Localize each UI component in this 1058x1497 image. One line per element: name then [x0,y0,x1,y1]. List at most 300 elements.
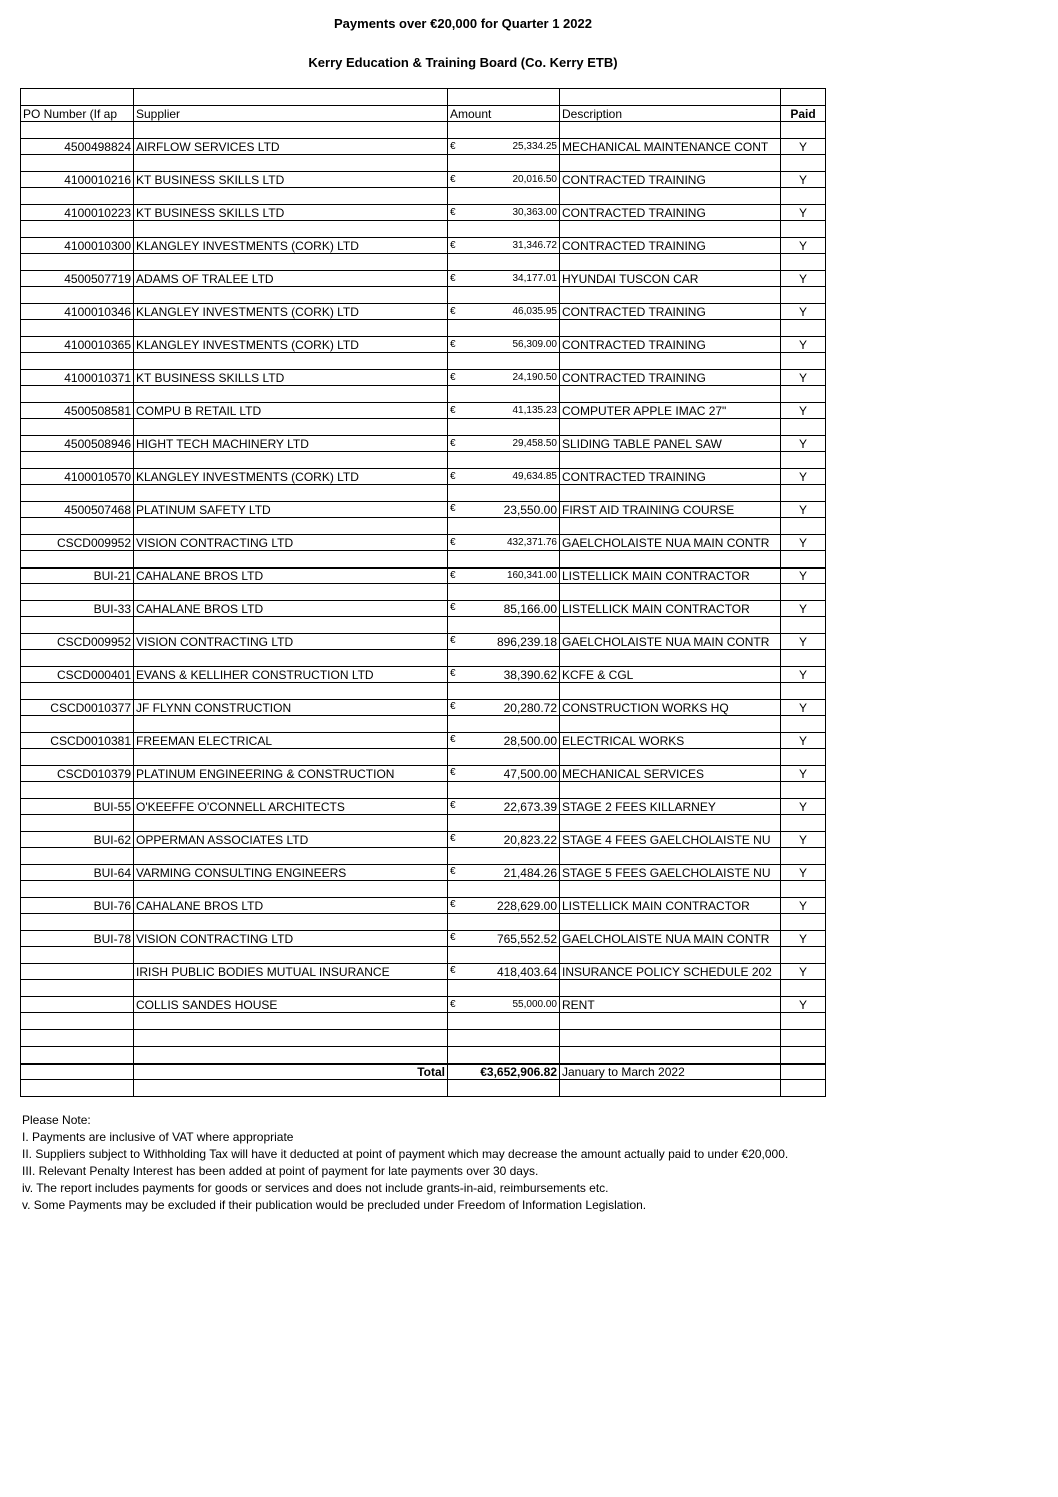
empty-cell [781,617,826,634]
euro-symbol: € [450,471,456,482]
description-cell: MECHANICAL SERVICES [560,766,781,782]
amount-value: 418,403.64 [496,964,557,979]
amount-value: 20,823.22 [503,832,557,847]
empty-cell [781,947,826,964]
table-row [21,700,826,716]
table-spacer-row [21,848,826,865]
amount-cell [448,700,560,716]
empty-cell [21,155,134,172]
empty-cell [781,1047,826,1064]
paid-cell: Y [781,733,826,749]
description-cell: GAELCHOLAISTE NUA MAIN CONTR [560,634,781,650]
empty-cell [560,551,781,568]
amount-cell [448,304,560,320]
amount-cell [448,832,560,848]
table-spacer-row [21,122,826,139]
empty-cell [560,1030,781,1047]
empty-cell [781,188,826,205]
empty-cell [560,485,781,502]
paid-cell: Y [781,535,826,551]
description-cell: INSURANCE POLICY SCHEDULE 202 [560,964,781,980]
empty-cell [448,584,560,601]
empty-cell [560,881,781,898]
empty-cell [448,848,560,865]
empty-cell [560,584,781,601]
empty-cell [21,584,134,601]
table-header-row [21,106,826,122]
empty-cell [781,320,826,337]
empty-cell [781,815,826,832]
paid-cell: Y [781,205,826,221]
paid-cell: Y [781,601,826,617]
empty-cell [781,155,826,172]
amount-value: 228,629.00 [496,898,557,913]
empty-cell [134,980,448,997]
amount-value: 22,673.39 [503,799,557,814]
empty-cell [781,386,826,403]
empty-cell [560,749,781,766]
euro-symbol: € [450,339,456,350]
note-item: iv. The report includes payments for goods or services and does not include grants-in-aid, reimbursements etc. [22,1181,609,1195]
empty-cell [781,584,826,601]
empty-cell [781,287,826,304]
table-spacer-row [21,518,826,535]
supplier-cell: CAHALANE BROS LTD [134,568,448,584]
empty-cell [781,221,826,238]
po-number-cell [21,964,134,980]
amount-cell [448,601,560,617]
empty-cell [781,353,826,370]
total-label: Total [134,1064,448,1080]
table-spacer-row [21,386,826,403]
table-row [21,535,826,551]
table-spacer-row [21,815,826,832]
report-title: Payments over €20,000 for Quarter 1 2022 [334,16,592,31]
supplier-cell: ADAMS OF TRALEE LTD [134,271,448,287]
empty-cell [21,947,134,964]
empty-cell [21,749,134,766]
empty-cell [134,287,448,304]
empty-cell [781,749,826,766]
po-number-cell: BUI-78 [21,931,134,947]
paid-cell: Y [781,172,826,188]
table-row [21,238,826,254]
paid-cell: Y [781,700,826,716]
empty-cell [134,1030,448,1047]
euro-symbol: € [450,733,456,745]
supplier-cell: KLANGLEY INVESTMENTS (CORK) LTD [134,469,448,485]
po-number-cell: BUI-64 [21,865,134,881]
po-number-cell: CSCD0010381 [21,733,134,749]
empty-cell [781,122,826,139]
table-row [21,865,826,881]
table-spacer-row [21,617,826,634]
empty-cell [560,1013,781,1030]
table-spacer-row [21,1030,826,1047]
amount-cell [448,964,560,980]
empty-cell [21,386,134,403]
header-supplier: Supplier [134,106,448,122]
amount-cell [448,238,560,254]
po-number-cell: 4100010365 [21,337,134,353]
amount-cell [448,535,560,551]
euro-symbol: € [450,865,456,877]
empty-cell [781,551,826,568]
empty-cell [781,914,826,931]
empty-cell [21,452,134,469]
table-spacer-row [21,947,826,964]
table-spacer-row [21,419,826,436]
amount-cell [448,931,560,947]
amount-value: 25,334.25 [512,141,557,152]
empty-cell [560,320,781,337]
table-spacer-row [21,188,826,205]
table-row [21,799,826,815]
euro-symbol: € [450,240,456,251]
po-number-cell: BUI-55 [21,799,134,815]
euro-symbol: € [450,306,456,317]
amount-value: 160,341.00 [506,570,557,582]
amount-value: 20,016.50 [512,174,557,185]
euro-symbol: € [450,438,456,449]
empty-cell [21,914,134,931]
description-cell: GAELCHOLAISTE NUA MAIN CONTR [560,535,781,551]
empty-cell [781,683,826,700]
empty-cell [134,914,448,931]
supplier-cell: VISION CONTRACTING LTD [134,535,448,551]
empty-cell [21,815,134,832]
description-cell: LISTELLICK MAIN CONTRACTOR [560,601,781,617]
po-number-cell: BUI-21 [21,568,134,584]
notes-section [22,1112,788,1214]
euro-symbol: € [450,999,456,1010]
empty-cell [448,1030,560,1047]
amount-value: 47,500.00 [503,766,557,781]
empty-cell [560,254,781,271]
description-cell: SLIDING TABLE PANEL SAW [560,436,781,452]
euro-symbol: € [450,766,456,778]
table-spacer-row [21,1080,826,1097]
description-cell: ELECTRICAL WORKS [560,733,781,749]
table-spacer-row [21,782,826,799]
euro-symbol: € [450,964,456,976]
amount-cell [448,403,560,419]
description-cell: FIRST AID TRAINING COURSE [560,502,781,518]
amount-cell [448,733,560,749]
euro-symbol: € [450,601,456,613]
table-spacer-row [21,221,826,238]
table-spacer-row [21,452,826,469]
description-cell: STAGE 4 FEES GAELCHOLAISTE NU [560,832,781,848]
euro-symbol: € [450,634,456,646]
paid-cell: Y [781,304,826,320]
table-row [21,205,826,221]
empty-cell [134,518,448,535]
amount-value: 56,309.00 [512,339,557,350]
euro-symbol: € [450,141,456,152]
empty-cell [21,122,134,139]
amount-cell [448,205,560,221]
empty-cell [781,1030,826,1047]
empty-cell [21,782,134,799]
table-row [21,337,826,353]
po-number-cell: CSCD0010377 [21,700,134,716]
empty-cell [21,716,134,733]
empty-cell [781,980,826,997]
amount-value: 21,484.26 [503,865,557,880]
euro-symbol: € [450,405,456,416]
paid-cell: Y [781,403,826,419]
empty-cell [560,122,781,139]
supplier-cell: JF FLYNN CONSTRUCTION [134,700,448,716]
supplier-cell: HIGHT TECH MACHINERY LTD [134,436,448,452]
description-cell: HYUNDAI TUSCON CAR [560,271,781,287]
po-number-cell: CSCD010379 [21,766,134,782]
payments-table [20,88,826,1097]
empty-cell [781,782,826,799]
empty-cell [781,881,826,898]
empty-cell [448,485,560,502]
empty-cell [448,221,560,238]
amount-cell [448,766,560,782]
description-cell: MECHANICAL MAINTENANCE CONT [560,139,781,155]
amount-cell [448,370,560,386]
amount-value: 432,371.76 [506,537,557,548]
description-cell: CONTRACTED TRAINING [560,172,781,188]
po-number-cell: 4100010570 [21,469,134,485]
table-spacer-row [21,1013,826,1030]
empty-cell [134,617,448,634]
empty-cell [134,122,448,139]
table-spacer-row [21,584,826,601]
empty-cell [134,452,448,469]
euro-symbol: € [450,502,456,514]
paid-cell: Y [781,502,826,518]
empty-cell [560,914,781,931]
empty-cell [134,419,448,436]
empty-cell [448,188,560,205]
amount-value: 85,166.00 [503,601,557,616]
euro-symbol: € [450,372,456,383]
supplier-cell: AIRFLOW SERVICES LTD [134,139,448,155]
empty-cell [448,914,560,931]
empty-cell [21,1013,134,1030]
empty-cell [560,782,781,799]
po-number-cell: BUI-33 [21,601,134,617]
amount-cell [448,502,560,518]
empty-cell [134,881,448,898]
table-spacer-row [21,287,826,304]
empty-cell [448,683,560,700]
amount-cell [448,271,560,287]
table-spacer-row [21,881,826,898]
supplier-cell: VISION CONTRACTING LTD [134,634,448,650]
empty-cell [448,815,560,832]
po-number-cell: 4100010300 [21,238,134,254]
empty-cell [560,155,781,172]
amount-cell [448,568,560,584]
empty-cell [448,452,560,469]
notes-heading: Please Note: [22,1113,91,1127]
table-spacer-row [21,1047,826,1064]
po-number-cell: 4500508581 [21,403,134,419]
po-number-cell [21,997,134,1013]
supplier-cell: VARMING CONSULTING ENGINEERS [134,865,448,881]
empty-cell [448,782,560,799]
paid-cell: Y [781,964,826,980]
empty-cell [448,617,560,634]
table-spacer-row [21,155,826,172]
po-number-cell: 4100010216 [21,172,134,188]
po-number-cell: BUI-76 [21,898,134,914]
amount-value: 49,634.85 [512,471,557,482]
empty-cell [21,848,134,865]
empty-cell [781,650,826,667]
empty-cell [781,419,826,436]
header-po-number: PO Number (If ap [21,106,134,122]
amount-cell [448,337,560,353]
description-cell: GAELCHOLAISTE NUA MAIN CONTR [560,931,781,947]
table-spacer-row [21,683,826,700]
table-row [21,568,826,584]
supplier-cell: KLANGLEY INVESTMENTS (CORK) LTD [134,337,448,353]
supplier-cell: OPPERMAN ASSOCIATES LTD [134,832,448,848]
description-cell: CONTRACTED TRAINING [560,238,781,254]
empty-cell [134,650,448,667]
empty-cell [21,617,134,634]
empty-cell [560,1080,781,1097]
euro-symbol: € [450,207,456,218]
euro-symbol: € [450,537,456,548]
paid-cell: Y [781,667,826,683]
euro-symbol: € [450,832,456,844]
table-spacer-row [21,485,826,502]
empty-cell [134,749,448,766]
empty-cell [448,518,560,535]
description-cell: CONTRACTED TRAINING [560,304,781,320]
supplier-cell: FREEMAN ELECTRICAL [134,733,448,749]
table-row [21,271,826,287]
table-spacer-row [21,716,826,733]
paid-cell: Y [781,898,826,914]
table-spacer-row [21,89,826,106]
empty-cell [21,650,134,667]
empty-cell [134,485,448,502]
description-cell: CONTRACTED TRAINING [560,337,781,353]
note-item: I. Payments are inclusive of VAT where appropriate [22,1130,294,1144]
table-row [21,502,826,518]
empty-cell [560,386,781,403]
empty-cell [21,1064,134,1080]
supplier-cell: COLLIS SANDES HOUSE [134,997,448,1013]
empty-cell [134,584,448,601]
table-spacer-row [21,254,826,271]
total-row [21,1064,826,1080]
paid-cell: Y [781,832,826,848]
table-row [21,436,826,452]
amount-value: 24,190.50 [512,372,557,383]
empty-cell [21,1047,134,1064]
empty-cell [448,1080,560,1097]
amount-value: 31,346.72 [512,240,557,251]
amount-cell [448,865,560,881]
paid-cell: Y [781,139,826,155]
empty-cell [781,1080,826,1097]
po-number-cell: 4500508946 [21,436,134,452]
table-row [21,898,826,914]
description-cell: RENT [560,997,781,1013]
table-spacer-row [21,650,826,667]
po-number-cell: 4500507719 [21,271,134,287]
empty-cell [134,815,448,832]
amount-value: 38,390.62 [503,667,557,682]
empty-cell [21,881,134,898]
po-number-cell: 4100010371 [21,370,134,386]
header-amount: Amount [448,106,560,122]
description-cell: CONTRACTED TRAINING [560,205,781,221]
empty-cell [560,518,781,535]
supplier-cell: EVANS & KELLIHER CONSTRUCTION LTD [134,667,448,683]
empty-cell [560,815,781,832]
empty-cell [560,650,781,667]
empty-cell [448,716,560,733]
header-description: Description [560,106,781,122]
empty-cell [448,1047,560,1064]
empty-cell [448,386,560,403]
table-spacer-row [21,320,826,337]
euro-symbol: € [450,273,456,284]
total-amount: €3,652,906.82 [448,1064,560,1080]
empty-cell [21,1030,134,1047]
empty-cell [21,1080,134,1097]
empty-cell [560,848,781,865]
description-cell: KCFE & CGL [560,667,781,683]
table-row [21,370,826,386]
supplier-cell: PLATINUM ENGINEERING & CONSTRUCTION [134,766,448,782]
empty-cell [448,122,560,139]
table-row [21,964,826,980]
empty-cell [560,287,781,304]
amount-cell [448,898,560,914]
description-cell: CONTRACTED TRAINING [560,469,781,485]
empty-cell [448,1013,560,1030]
euro-symbol: € [450,667,456,679]
paid-cell: Y [781,436,826,452]
empty-cell [781,485,826,502]
table-row [21,667,826,683]
paid-cell: Y [781,370,826,386]
po-number-cell: CSCD009952 [21,535,134,551]
empty-cell [448,353,560,370]
po-number-cell: BUI-62 [21,832,134,848]
description-cell: CONTRACTED TRAINING [560,370,781,386]
euro-symbol: € [450,799,456,811]
amount-value: 765,552.52 [496,931,557,946]
empty-cell [448,320,560,337]
euro-symbol: € [450,174,456,185]
supplier-cell: KT BUSINESS SKILLS LTD [134,370,448,386]
empty-cell [560,419,781,436]
empty-cell [560,452,781,469]
description-cell: LISTELLICK MAIN CONTRACTOR [560,568,781,584]
empty-cell [21,254,134,271]
supplier-cell: KLANGLEY INVESTMENTS (CORK) LTD [134,238,448,254]
empty-cell [134,782,448,799]
empty-cell [448,155,560,172]
table-row [21,997,826,1013]
organisation-subtitle: Kerry Education & Training Board (Co. Kerry ETB) [308,55,618,70]
supplier-cell: KT BUSINESS SKILLS LTD [134,205,448,221]
